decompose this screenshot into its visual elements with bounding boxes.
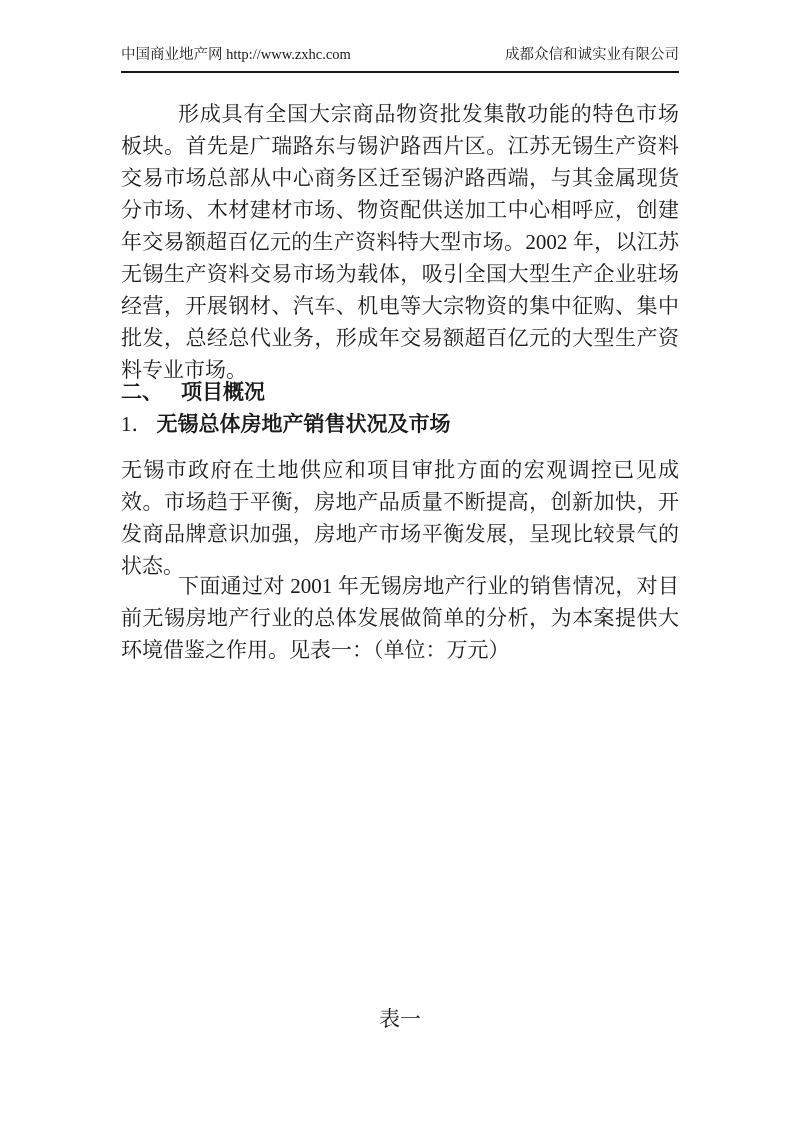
paragraph-market-block: 形成具有全国大宗商品物资批发集散功能的特色市场板块。首先是广瑞路东与锡沪路西片区。江苏无锡生产资料交易市场总部从中心商务区迁至锡沪路西端，与其金属现货分市场、木材建材市场、物资配供送加工中心相呼应，创建年交易额超百亿元的生产资料特大型市场。2002 年，以江苏无锡生产资料交易市场为载体，吸引全国大型生产企业驻场经营，开展钢材、汽车、机电等大宗物资的集中征购、集中批发，总经总代业务，形成年交易额超百亿元的大型生产资料专业市场。 — [121, 102, 679, 382]
header-company-name: 成都众信和诚实业有限公司 — [505, 47, 679, 63]
subsection-heading-sales-status — [121, 408, 679, 440]
table-one-caption: 表一 — [379, 1007, 421, 1031]
paragraph-government-regulation: 无锡市政府在土地供应和项目审批方面的宏观调控已见成效。市场趋于平衡，房地产品质量不断提高，创新加快，开发商品牌意识加强，房地产市场平衡发展，呈现比较景气的状态。 — [121, 458, 679, 578]
paragraph-sales-analysis-intro: 下面通过对 2001 年无锡房地产行业的销售情况，对目前无锡房地产行业的总体发展做简单的分析，为本案提供大环境借鉴之作用。见表一：（单位：万元） — [121, 574, 679, 662]
subsection-number: 1． — [121, 412, 153, 436]
section-heading-project-overview — [121, 376, 679, 408]
header-site-name: 中国商业地产网 http://www.zxhc.com — [121, 47, 351, 63]
section-title: 项目概况 — [181, 380, 265, 404]
page-header — [121, 46, 679, 73]
section-number: 二、 — [121, 380, 163, 404]
subsection-title: 无锡总体房地产销售状况及市场 — [156, 412, 451, 436]
